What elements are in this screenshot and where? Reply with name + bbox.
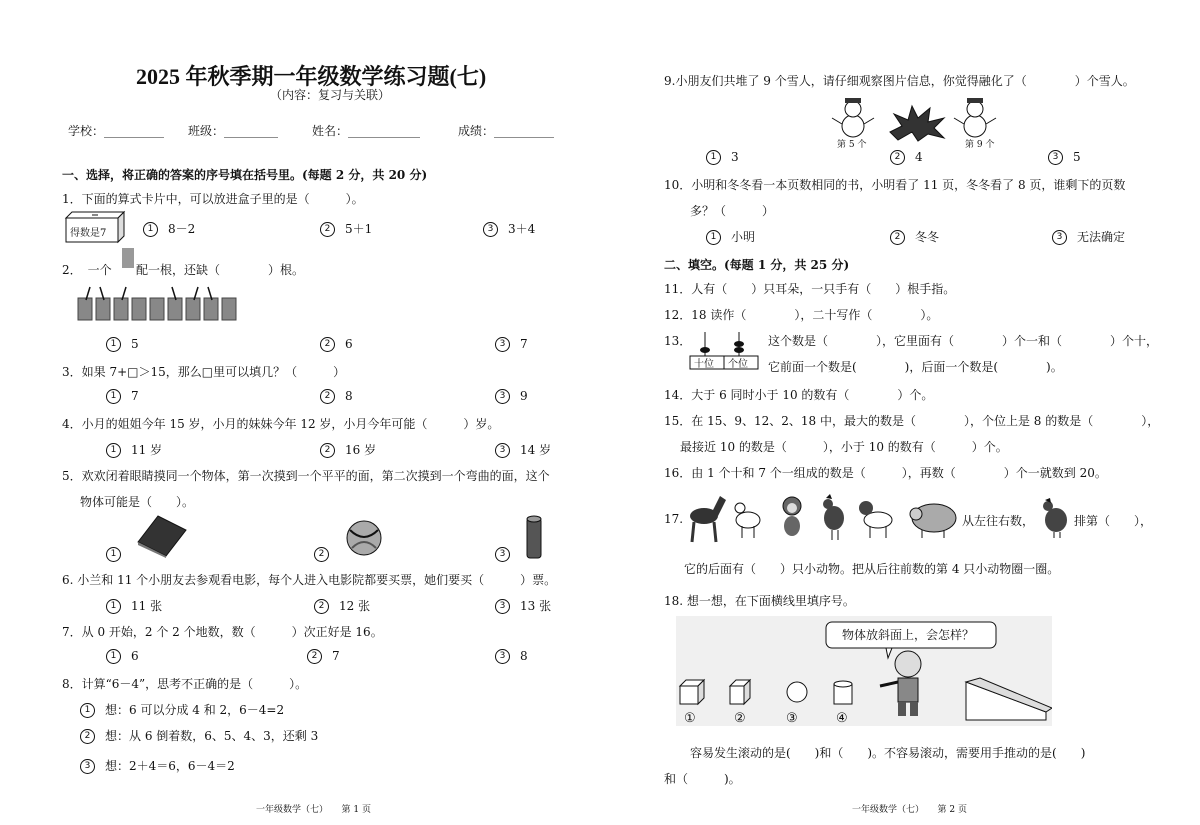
ball-icon — [344, 518, 384, 558]
shape-label-3: ③ — [786, 711, 798, 726]
q2-text-b: 配一根，还缺（ ）根。 — [136, 263, 305, 277]
monkey-icon — [783, 497, 801, 536]
q2-option-2[interactable]: 2 6 — [320, 337, 353, 352]
q5-option-1[interactable]: 1 — [106, 547, 131, 562]
animals-row-icon — [682, 490, 960, 544]
q9-option-1[interactable]: 1 3 — [706, 150, 739, 165]
q1-option-1[interactable]: 1 8－2 — [143, 220, 195, 237]
q10-text-2: 多？（ ） — [690, 204, 775, 218]
q3-option-2[interactable]: 2 8 — [320, 389, 353, 404]
section-2-heading: 二、填空。(每题 1 分，共 25 分) — [664, 258, 850, 272]
q8-option-3[interactable]: 3 想：2＋4＝6，6－4＝2 — [80, 757, 235, 774]
q3-text: 3．如果 7+□＞15，那么□里可以填几？（ ） — [62, 365, 346, 379]
q3-option-3[interactable]: 3 9 — [495, 389, 528, 404]
q15-line-2: 最接近 10 的数是（ ），小于 10 的数有（ ）个。 — [680, 440, 1008, 454]
snowman-icon — [952, 96, 998, 138]
q16-text: 16．由 1 个十和 7 个一组成的数是（ ），再数（ ）个一就数到 20。 — [664, 466, 1107, 480]
shape-label-1: ① — [684, 711, 696, 726]
snowman-9-label: 第 9 个 — [965, 140, 995, 150]
melt-splash-icon — [888, 104, 946, 142]
q10-text-1: 10．小明和冬冬看一本页数相同的书，小明看了 11 页，冬冬看了 8 页，谁剩下的页数 — [664, 178, 1126, 192]
q1-option-3[interactable]: 3 3＋4 — [483, 220, 535, 237]
cups-and-straws-icon — [76, 286, 240, 322]
q7-option-1[interactable]: 1 6 — [106, 649, 139, 664]
q17-middle-text: 从左往右数， — [962, 514, 1035, 528]
q17-line-2: 它的后面有（ ）只小动物。把从后往前数的第 4 只小动物圈一圈。 — [684, 562, 1060, 576]
page-1-footer: 一年级数学（七） 第 1 页 — [256, 805, 371, 815]
q13-line-1: 这个数是（ ），它里面有（ ）个一和（ ）个十， — [768, 334, 1159, 348]
snowman-icon — [830, 96, 876, 138]
q4-option-3[interactable]: 3 14 岁 — [495, 441, 551, 458]
snowman-5-label: 第 5 个 — [837, 140, 867, 150]
q17-number: 17. — [664, 512, 684, 526]
q4-text: 4．小月的姐姐今年 15 岁，小月的妹妹今年 12 岁，小月今年可能（ ）岁。 — [62, 417, 500, 431]
q2-text-a: 2． 一个 — [62, 263, 112, 277]
q10-option-2[interactable]: 2 冬冬 — [890, 228, 939, 245]
horse-icon — [690, 496, 726, 542]
cup-icon — [122, 248, 134, 268]
q7-option-2[interactable]: 2 7 — [307, 649, 340, 664]
cube-icon — [680, 680, 704, 704]
q18-line-1: 容易发生滚动的是( )和（ )。不容易滚动，需要用手推动的是( ) — [690, 746, 1086, 760]
speech-bubble-text: 物体放斜面上，会怎样？ — [842, 628, 975, 642]
q1-text: 1．下面的算式卡片中，可以放进盒子里的是（ ）。 — [62, 192, 364, 206]
q7-option-3[interactable]: 3 8 — [495, 649, 528, 664]
name-field[interactable]: 姓名：____________ — [312, 124, 421, 138]
q9-option-3[interactable]: 3 5 — [1048, 150, 1081, 165]
goat-icon — [735, 503, 760, 538]
q5-option-2[interactable]: 2 — [314, 547, 339, 562]
q18-line-2: 和（ )。 — [664, 772, 741, 786]
rooster-icon — [823, 494, 844, 540]
box-label: 得数是7 — [70, 228, 107, 239]
page-title: 2025 年秋季期一年级数学练习题(七) — [136, 64, 487, 89]
q4-option-2[interactable]: 2 16 岁 — [320, 441, 376, 458]
q4-option-1[interactable]: 1 11 岁 — [106, 441, 162, 458]
cylinder-can-icon — [524, 514, 544, 560]
page-2-footer: 一年级数学（七） 第 2 页 — [852, 805, 967, 815]
q2-option-3[interactable]: 3 7 — [495, 337, 528, 352]
cuboid-icon — [730, 680, 750, 704]
q7-text: 7．从 0 开始，2 个 2 个地数，数（ ）次正好是 16。 — [62, 625, 383, 639]
q1-option-2[interactable]: 2 5＋1 — [320, 220, 372, 237]
q13-line-2: 它前面一个数是( )，后面一个数是( )。 — [768, 360, 1063, 374]
abacus-ones-label: 个位 — [728, 359, 748, 370]
pig-icon — [910, 504, 956, 538]
q8-option-1[interactable]: 1 想：6 可以分成 4 和 2，6－4=2 — [80, 701, 284, 718]
cylinder-icon — [834, 681, 852, 704]
q5-option-3[interactable]: 3 — [495, 547, 520, 562]
shape-label-4: ④ — [836, 711, 848, 726]
q8-option-2[interactable]: 2 想：从 6 倒着数，6、5、4、3，还剩 3 — [80, 727, 318, 744]
dog-icon — [859, 501, 892, 538]
section-1-heading: 一、选择，将正确的答案的序号填在括号里。(每题 2 分，共 20 分) — [62, 168, 428, 182]
q17-end-text: 排第（ ）， — [1074, 514, 1153, 528]
rooster-icon — [1036, 498, 1072, 538]
q2-option-1[interactable]: 1 5 — [106, 337, 139, 352]
q14-text: 14．大于 6 同时小于 10 的数有（ ）个。 — [664, 388, 934, 402]
q5-text-2: 物体可能是（ ）。 — [80, 495, 195, 509]
q3-option-1[interactable]: 1 7 — [106, 389, 139, 404]
shape-label-2: ② — [734, 711, 746, 726]
sphere-icon — [787, 682, 807, 702]
q5-text-1: 5．欢欢闭着眼睛摸同一个物体，第一次摸到一个平平的面，第二次摸到一个弯曲的面，这个 — [62, 469, 550, 483]
q6-option-2[interactable]: 2 12 张 — [314, 597, 370, 614]
class-field[interactable]: 班级：_________ — [188, 124, 279, 138]
q18-text: 18. 想一想，在下面横线里填序号。 — [664, 594, 855, 608]
book-icon — [136, 512, 188, 558]
q15-line-1: 15．在 15、9、12、2、18 中，最大的数是（ ），个位上是 8 的数是（ ）， — [664, 414, 1160, 428]
page-subtitle: （内容：复习与关联） — [270, 88, 391, 102]
q6-option-1[interactable]: 1 11 张 — [106, 597, 162, 614]
q9-option-2[interactable]: 2 4 — [890, 150, 923, 165]
school-field[interactable]: 学校：__________ — [68, 124, 165, 138]
q10-option-1[interactable]: 1 小明 — [706, 228, 755, 245]
q13-number: 13． — [664, 334, 692, 348]
q10-option-3[interactable]: 3 无法确定 — [1052, 228, 1125, 245]
score-field[interactable]: 成绩：__________ — [458, 124, 555, 138]
abacus-tens-label: 十位 — [694, 359, 714, 370]
q6-option-3[interactable]: 3 13 张 — [495, 597, 551, 614]
q9-text: 9.小朋友们共堆了 9 个雪人，请仔细观察图片信息，你觉得融化了（ ）个雪人。 — [664, 74, 1135, 88]
q6-text: 6. 小兰和 11 个小朋友去参观看电影，每个人进入电影院都要买票，她们要买（ ）票。 — [62, 573, 557, 587]
q11-text: 11．人有（ ）只耳朵，一只手有（ ）根手指。 — [664, 282, 956, 296]
q12-text: 12．18 读作（ ），二十写作（ ）。 — [664, 308, 939, 322]
q8-text: 8．计算“6－4”，思考不正确的是（ ）。 — [62, 677, 308, 691]
